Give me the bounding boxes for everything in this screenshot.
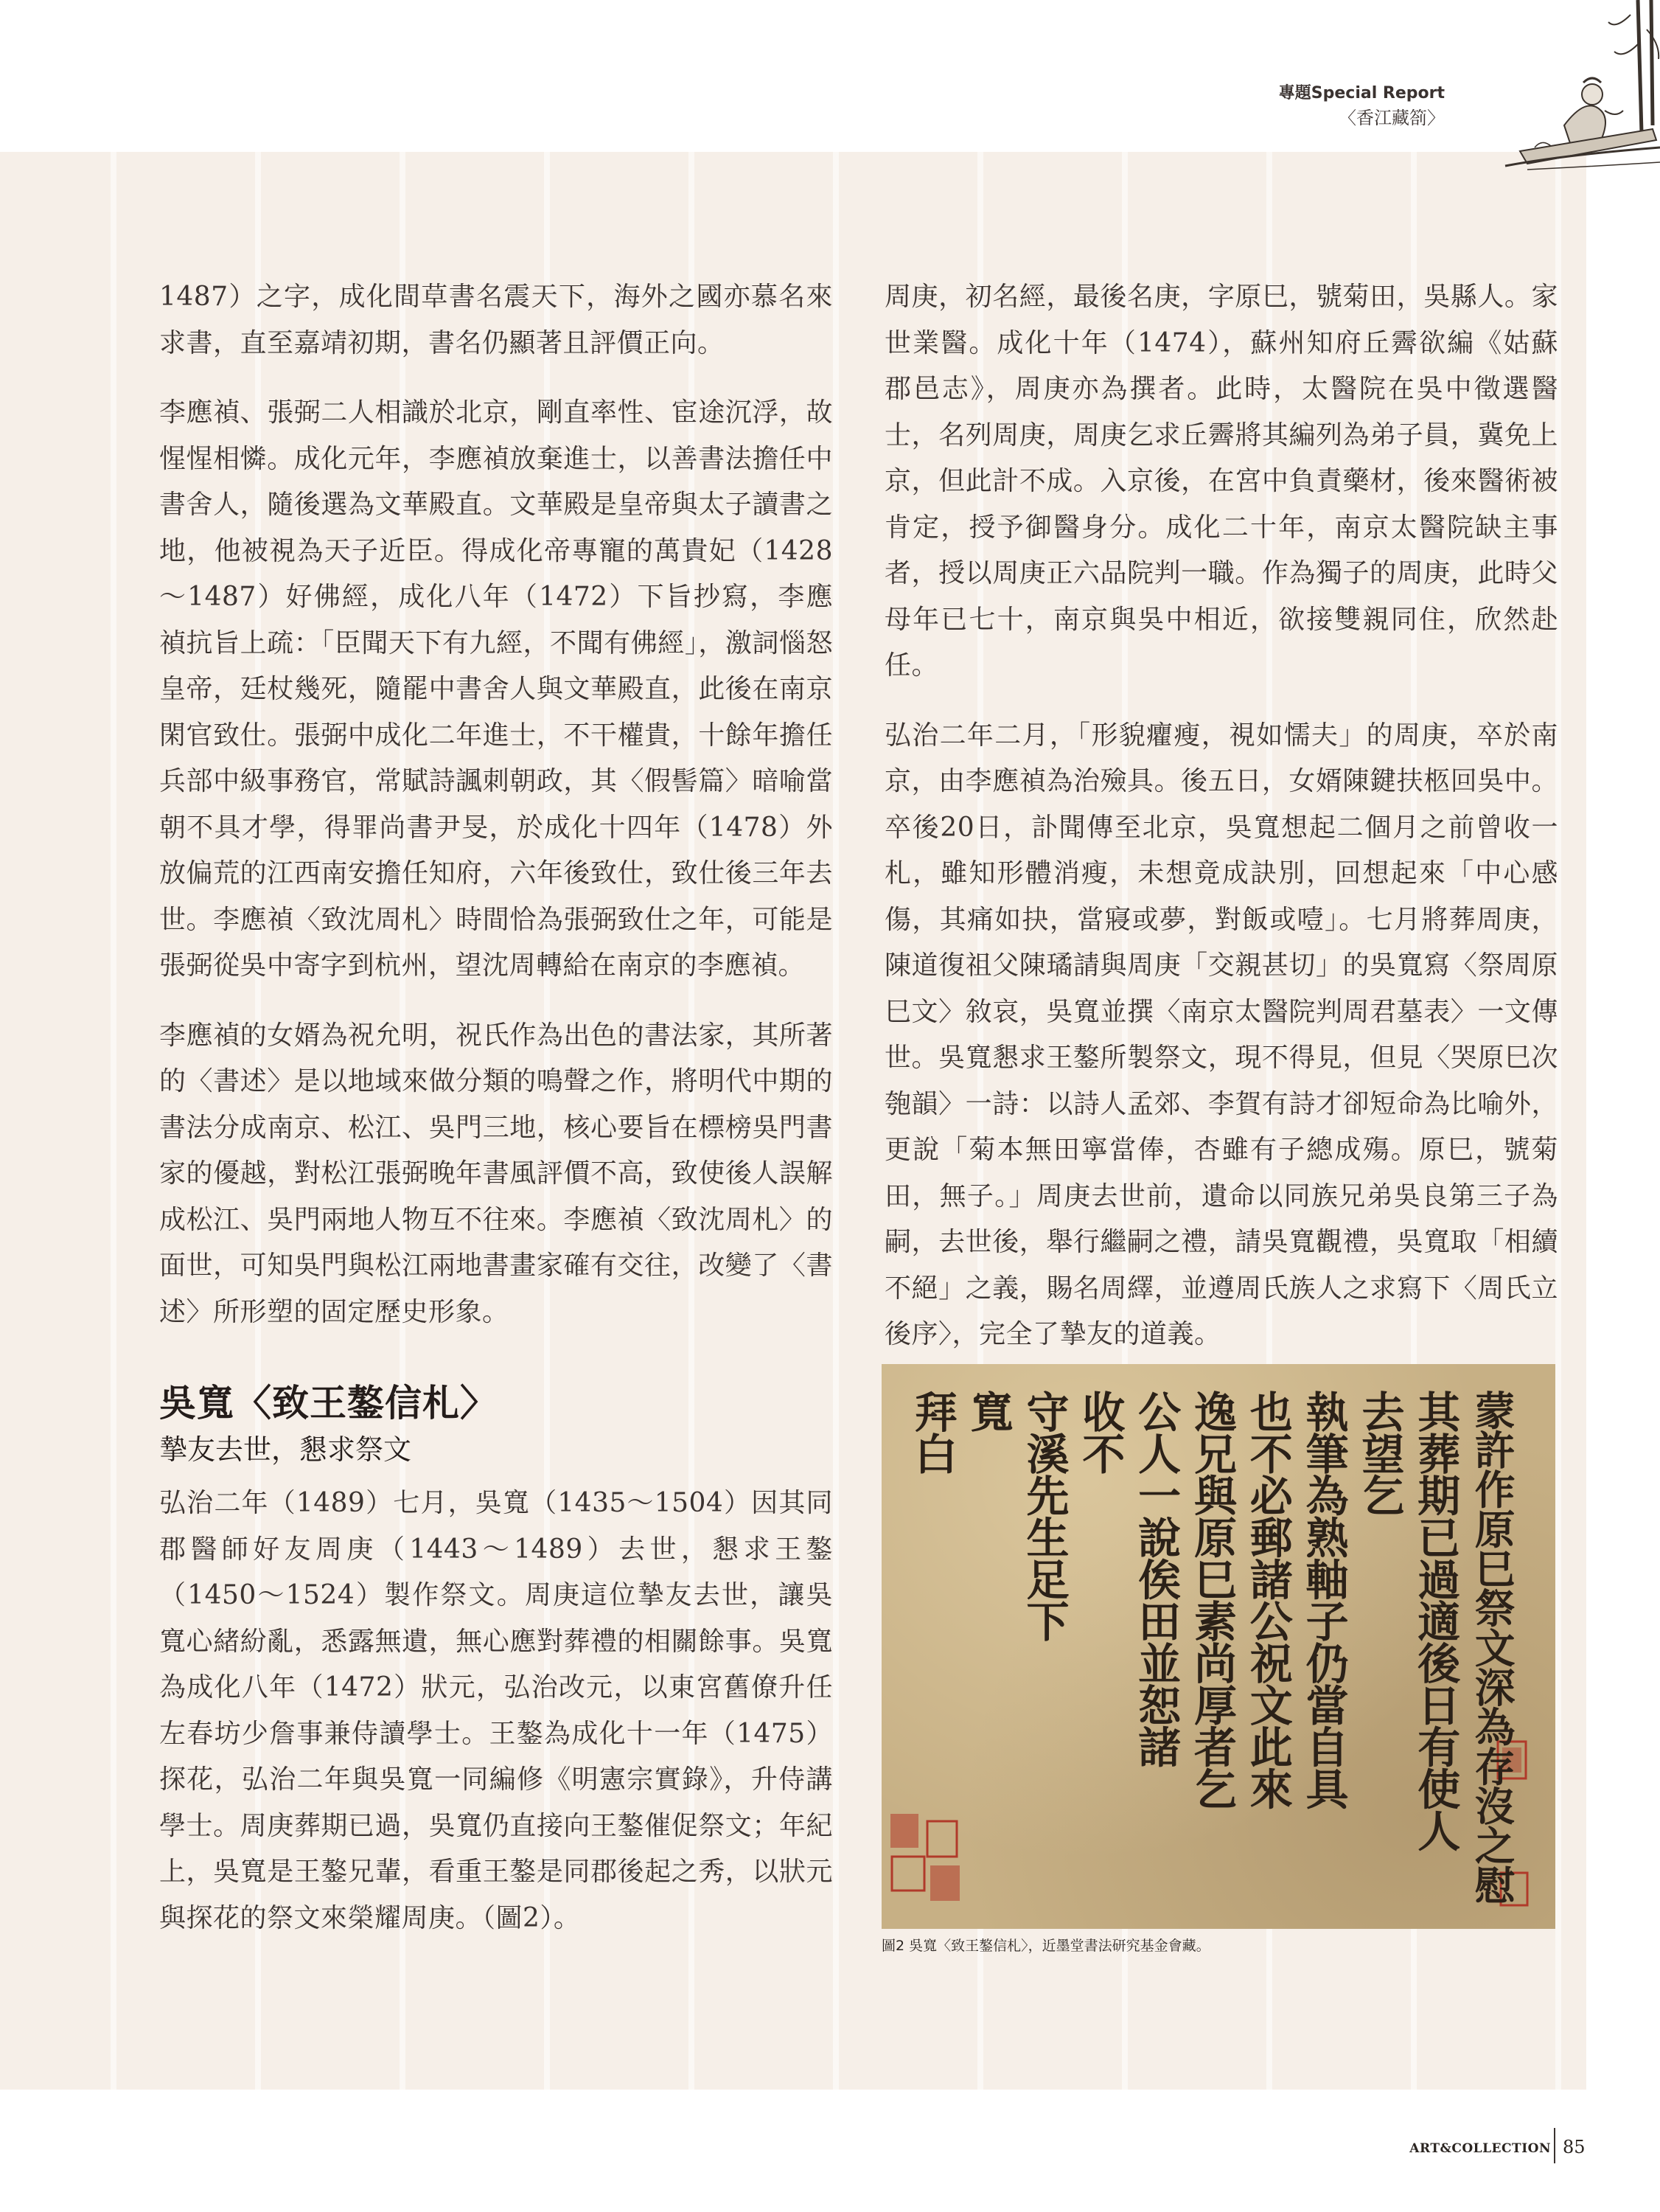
- seal-mark: [930, 1865, 960, 1901]
- section-paragraph: 弘治二年（1489）七月，吳寬（1435～1504）因其同郡醫師好友周庚（1443～1489）去世，懇求王鏊（1450～1524）製作祭文。周庚這位摯友去世，讓吳寬心緒紛亂，悉露無遺，無心應對葬禮的相關餘事。吳寬為成化八年（1472）狀元，弘治改元，以東宮舊僚升任左春坊少詹事兼侍讀學士。王鏊為成化十一年（1475）探花，弘治二年與吳寬一同編修《明憲宗實錄》，升侍講學士。周庚葬期已過，吳寬仍直接向王鏊催促祭文；年紀上，吳寬是王鏊兄輩，看重王鏊是同郡後起之秀，以狀元與探花的祭文來榮耀周庚。（圖2）。: [159, 1488, 833, 1933]
- calligraphy-column: 守溪先生足下: [1026, 1388, 1070, 1648]
- section-label: 專題Special Report: [1278, 84, 1445, 102]
- section-subtitle: 摯友去世，懇求祭文: [159, 1433, 412, 1466]
- calligraphy-column: 也不必郵諸公祝文此來: [1249, 1388, 1293, 1815]
- calligraphy-column: 寬: [970, 1388, 1014, 1438]
- footer-divider: [1554, 2128, 1555, 2163]
- calligraphy-column: 公人一說俟田並恕諸: [1138, 1388, 1182, 1773]
- magazine-name: ART&COLLECTION: [1409, 2141, 1551, 2156]
- calligraphy-image: [882, 1364, 1555, 1929]
- sage-illustration: [1417, 0, 1660, 184]
- left-column: [159, 274, 833, 1335]
- left-paragraph: 1487）之字，成化間草書名震天下，海外之國亦慕名來求書，直至嘉靖初期，書名仍顯著且評價正向。: [159, 282, 833, 358]
- right-paragraph: 周庚，初名經，最後名庚，字原巳，號菊田，吳縣人。家世業醫。成化十年（1474），蘇州知府丘霽欲編《姑蘇郡邑志》，周庚亦為撰者。此時，太醫院在吳中徵選醫士，名列周庚，周庚乞求丘霽將其編列為弟子員，冀免上京，但此計不成。入京後，在宮中負責藥材，後來醫術被肯定，授予御醫身分。成化二十年，南京太醫院缺主事者，授以周庚正六品院判一職。作為獨子的周庚，此時父母年已七十，南京與吳中相近，欲接雙親同住，欣然赴任。: [885, 282, 1558, 681]
- figure-caption: 圖2 吳寬〈致王鏊信札〉，近墨堂書法研究基金會藏。: [882, 1938, 1210, 1954]
- seal-mark: [927, 1821, 957, 1857]
- calligraphy-column: 去望乞: [1361, 1388, 1405, 1522]
- calligraphy-column: 其葬期已過適後日有使人: [1417, 1388, 1461, 1857]
- right-column: [885, 274, 1558, 1358]
- calligraphy-column: 蒙許作原巳祭文深為存沒之慰: [1474, 1387, 1516, 1910]
- calligraphy-columns: [915, 1388, 1516, 1910]
- right-paragraph: 弘治二年二月，「形貌癯瘦，視如懦夫」的周庚，卒於南京，由李應禎為治殮具。後五日，女婿陳鍵扶柩回吳中。卒後20日，訃聞傳至北京，吳寬想起二個月之前曾收一札，雖知形體消瘦，未想竟成訣別，回想起來「中心感傷，其痛如抉，當寢或夢，對飯或噎」。七月將葬周庚，陳道復祖父陳璚請與周庚「交親甚切」的吳寬寫〈祭周原巳文〉敘哀，吳寬並撰〈南京太醫院判周君墓表〉一文傳世。吳寬懇求王鏊所製祭文，現不得見，但見〈哭原巳次匏韻〉一詩：以詩人孟郊、李賀有詩才卻短命為比喻外，更說「菊本無田寧當俸，杏雖有子總成殤。原巳，號菊田，無子。」周庚去世前，遺命以同族兄弟吳良第三子為嗣，去世後，舉行繼嗣之禮，請吳寬觀禮，吳寬取「相續不絕」之義，賜名周繹，並遵周氏族人之求寫下〈周氏立後序〉，完全了摯友的道義。: [885, 720, 1558, 1349]
- series-label: 〈香江藏箚〉: [1339, 108, 1445, 128]
- section-wu-kuan: [159, 1377, 833, 1941]
- page-number: 85: [1563, 2137, 1586, 2157]
- calligraphy-column: 收不: [1082, 1388, 1126, 1480]
- calligraphy-figure: [882, 1364, 1555, 1929]
- calligraphy-column: 拜白: [914, 1388, 958, 1480]
- section-title: 吳寬〈致王鏊信札〉: [159, 1381, 498, 1425]
- left-paragraph: 李應禎、張弼二人相識於北京，剛直率性、宦途沉浮，故惺惺相憐。成化元年，李應禎放棄進士，以善書法擔任中書舍人，隨後選為文華殿直。文華殿是皇帝與太子讀書之地，他被視為天子近臣。得成化帝專寵的萬貴妃（1428～1487）好佛經，成化八年（1472）下旨抄寫，李應禎抗旨上疏：「臣聞天下有九經，不聞有佛經」，激詞惱怒皇帝，廷杖幾死，隨罷中書舍人與文華殿直，此後在南京閑官致仕。張弼中成化二年進士，不干權貴，十餘年擔任兵部中級事務官，常賦詩諷刺朝政，其〈假髻篇〉暗喻當朝不具才學，得罪尚書尹旻，於成化十四年（1478）外放偏荒的江西南安擔任知府，六年後致仕，致仕後三年去世。李應禎〈致沈周札〉時間恰為張弼致仕之年，可能是張弼從吳中寄字到杭州，望沈周轉給在南京的李應禎。: [159, 397, 833, 981]
- seal-mark: [892, 1857, 924, 1891]
- left-paragraph: 李應禎的女婿為祝允明，祝氏作為出色的書法家，其所著的〈書述〉是以地域來做分類的鳴聲之作，將明代中期的書法分成南京、松江、吳門三地，核心要旨在標榜吳門書家的優越，對松江張弼晚年書風評價不高，致使後人誤解成松江、吳門兩地人物互不往來。李應禎〈致沈周札〉的面世，可知吳門與松江兩地書畫家確有交往，改變了〈書述〉所形塑的固定歷史形象。: [159, 1020, 833, 1327]
- calligraphy-column: 執筆為熟軸子仍當自具: [1305, 1388, 1349, 1815]
- seal-mark: [890, 1814, 918, 1848]
- calligraphy-column: 逸兄與原巳素尚厚者乞: [1193, 1388, 1238, 1815]
